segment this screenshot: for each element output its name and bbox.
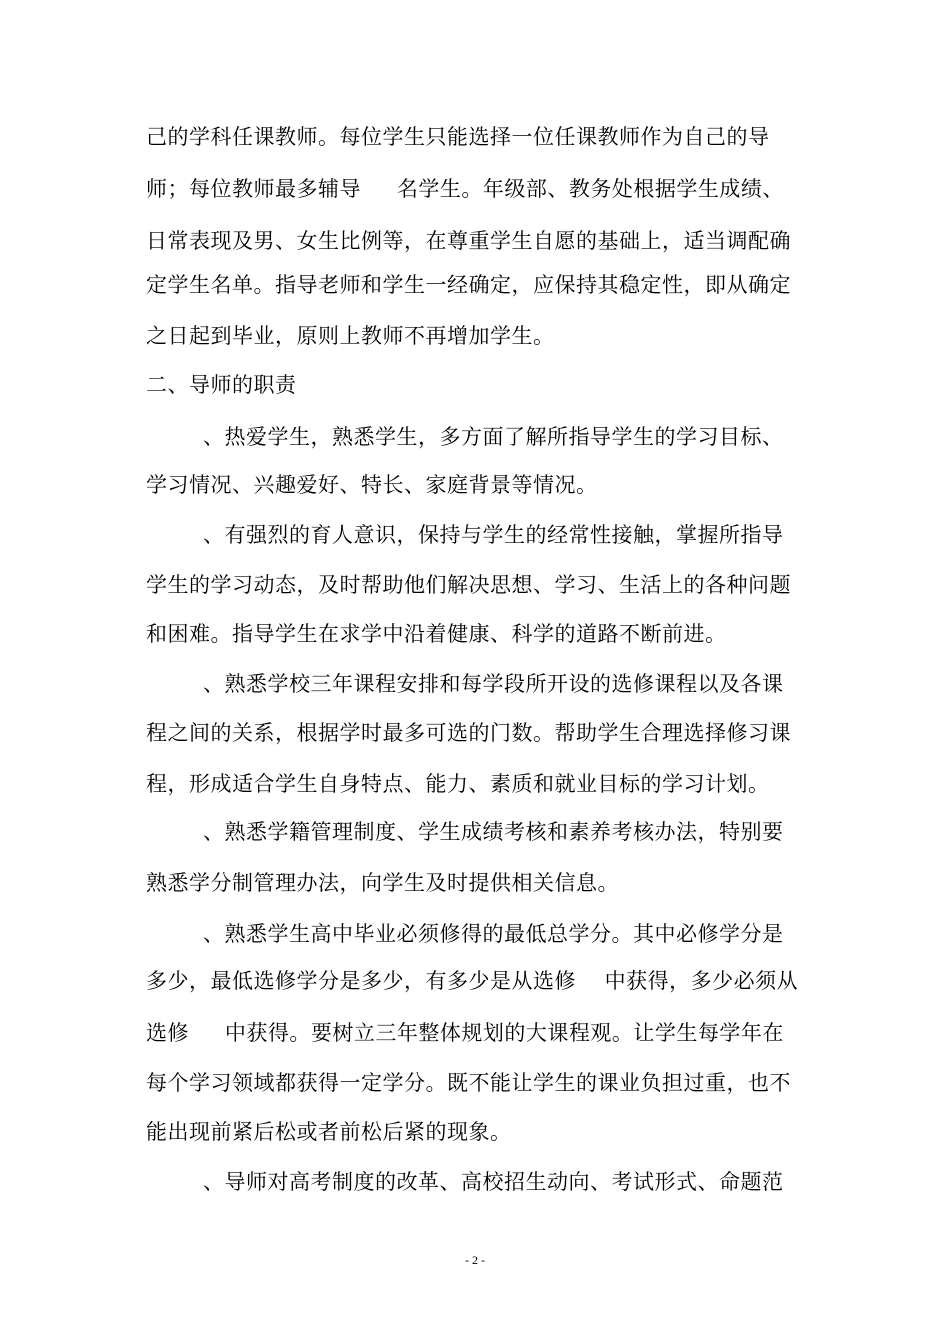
- text-line: 、熟悉学生高中毕业必须修得的最低总学分。其中必修学分是: [203, 922, 784, 946]
- text-line: 、热爱学生，熟悉学生，多方面了解所指导学生的学习目标、: [203, 425, 784, 449]
- text-line: 多少，最低选修学分是多少，有多少是从选修 中获得，多少必须从: [146, 969, 799, 993]
- text-line: 、熟悉学籍管理制度、学生成绩考核和素养考核办法，特别要: [203, 820, 784, 844]
- text-line: 、熟悉学校三年课程安排和每学段所开设的选修课程以及各课: [203, 672, 784, 696]
- text-line: 、有强烈的育人意识，保持与学生的经常性接触，掌握所指导: [203, 523, 784, 547]
- text-line: 日常表现及男、女生比例等，在尊重学生自愿的基础上，适当调配确: [146, 229, 791, 253]
- text-line: 学生的学习动态，及时帮助他们解决思想、学习、生活上的各种问题: [146, 573, 791, 597]
- text-line: 熟悉学分制管理办法，向学生及时提供相关信息。: [146, 871, 619, 895]
- text-line: 定学生名单。指导老师和学生一经确定，应保持其稳定性，即从确定: [146, 273, 791, 297]
- page-number: - 2 -: [465, 1253, 485, 1267]
- text-line: 学习情况、兴趣爱好、特长、家庭背景等情况。: [146, 473, 598, 497]
- text-line: 程，形成适合学生自身特点、能力、素质和就业目标的学习计划。: [146, 772, 770, 796]
- text-line: 选修 中获得。要树立三年整体规划的大课程观。让学生每学年在: [146, 1021, 784, 1045]
- text-line: 程之间的关系，根据学时最多可选的门数。帮助学生合理选择修习课: [146, 721, 791, 745]
- section-heading: 二、导师的职责: [146, 373, 297, 397]
- text-line: 师；每位教师最多辅导 名学生。年级部、教务处根据学生成绩、: [146, 177, 784, 201]
- text-line: 和困难。指导学生在求学中沿着健康、科学的道路不断前进。: [146, 622, 727, 646]
- text-line: 己的学科任课教师。每位学生只能选择一位任课教师作为自己的导: [146, 125, 770, 149]
- text-line: 能出现前紧后松或者前松后紧的现象。: [146, 1120, 512, 1144]
- text-line: 每个学习领域都获得一定学分。既不能让学生的课业负担过重，也不: [146, 1071, 791, 1095]
- text-line: 、导师对高考制度的改革、高校招生动向、考试形式、命题范: [203, 1170, 784, 1194]
- text-line: 之日起到毕业，原则上教师不再增加学生。: [146, 324, 555, 348]
